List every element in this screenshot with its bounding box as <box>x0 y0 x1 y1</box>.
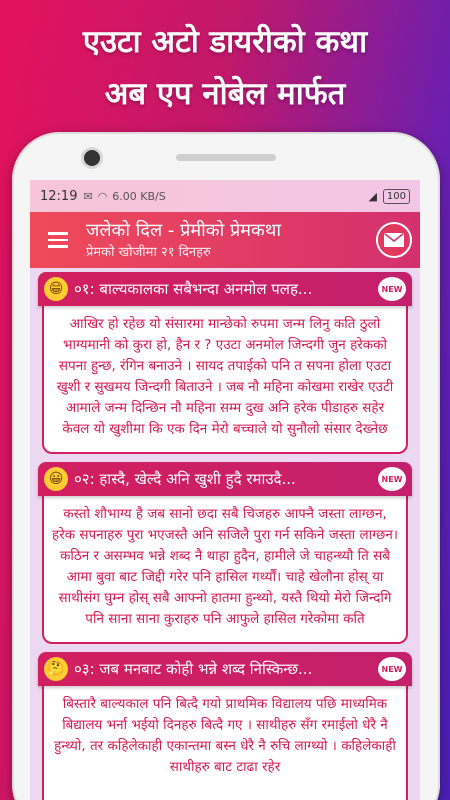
chapter-excerpt[interactable]: आखिर हो रहेछ यो संसारमा मान्छेको रुपमा जन्म लिनु कति ठुलो भाग्यमानी को कुरा हो, हैन र ? एउटा अनमोल जिन्दगी जुन हरेकको सपना हुन्छ, रंगिन बनाउने । सायद तपाईको पनि त सपना होला एउटा खुशी र सुखमय जिन्दगी बिताउने । जब नौ महिना कोखमा राखेर एउटी आमाले जन्म दिन्छिन नौ महिना सम्म दुख अनि हरेक पीडाहरु सहेर केवल यो खुशीमा कि एक दिन मेरो बच्चाले यो सुनौलो संसार देख्नेछ <box>42 306 408 454</box>
chapter-card[interactable] <box>38 652 412 800</box>
wifi-icon: ◠ <box>97 189 108 203</box>
chapter-card[interactable] <box>38 272 412 454</box>
menu-icon[interactable] <box>30 212 86 268</box>
app-screen <box>30 180 420 800</box>
new-badge: NEW <box>378 277 406 301</box>
chapter-title: ०३: जब मनबाट कोही भन्ने शब्द निस्किन्छ... <box>74 660 313 678</box>
status-time: 12:19 <box>40 188 78 204</box>
app-title: जलेको दिल - प्रेमीको प्रेमकथा <box>86 220 281 241</box>
battery-icon: 100 <box>383 189 410 204</box>
promo-line-2: अब एप नोबेल मार्फत <box>104 76 346 112</box>
camera-icon <box>84 150 100 166</box>
chapter-card[interactable] <box>38 462 412 644</box>
notification-icon: ✉ <box>83 189 93 203</box>
new-badge: NEW <box>378 467 406 491</box>
app-bar <box>30 212 420 268</box>
smiling-face-icon: 😀 <box>44 467 68 491</box>
new-badge: NEW <box>378 657 406 681</box>
status-bar <box>30 180 420 212</box>
speaker-grille <box>176 154 276 161</box>
chapter-excerpt[interactable]: कस्तो शौभाग्य है जब सानो छदा सबै चिजहरु आफ्नै जस्ता लाग्छन, हरेक सपनाहरु पुरा भएजस्तै अनि सजिलै पुरा गर्न सकिने जस्ता लाग्छन। कठिन र असम्भव भन्ने शब्द नै थाहा हुदैन, हामीले जे चाहन्थ्यौ ति सबै आमा बुवा बाट जिद्दी गरेर पनि हासिल गर्थ्यौं। चाहे खेलौना होस् या साथीसंग घुम्न होस् सबै आफ्नो हातमा हुन्थ्यो, यस्तै थियो मेरो जिन्दगि पनि साना साना कुराहरु पनि आफुले हासिल गरेकोमा कति <box>42 496 408 644</box>
chapter-header[interactable] <box>38 462 412 496</box>
thinking-face-icon: 🤔 <box>44 657 68 681</box>
app-titles <box>86 220 376 260</box>
chapter-title: ०१: बाल्यकालका सबैभन्दा अनमोल पलह... <box>74 280 313 298</box>
chapter-excerpt[interactable]: बिस्तारै बाल्यकाल पनि बित्दै गयो प्राथमिक विद्यालय पछि माध्यमिक बिद्यालय भर्ना भईयो दिनहरु बित्दै गए । साथीहरु सँग रमाईलो धेरै नै हुन्थ्यो, तर कहिलेकाही एकान्तमा बस्न धेरै नै रुचि लाग्थ्यो । कहिलेकाही साथीहरु बाट टाढा रहेर <box>42 686 408 800</box>
chapter-title: ०२: हास्दै, खेल्दै अनि खुशी हुदै रमाउदै... <box>74 470 296 488</box>
grinning-face-icon: 😁 <box>44 277 68 301</box>
app-subtitle: प्रेमको खोजीमा २१ दिनहरु <box>86 245 211 260</box>
chapter-header[interactable] <box>38 272 412 306</box>
mail-icon[interactable] <box>376 222 412 258</box>
chapter-header[interactable] <box>38 652 412 686</box>
promo-line-1: एउटा अटो डायरीको कथा <box>82 24 368 60</box>
network-speed: 6.00 KB/S <box>112 189 166 203</box>
status-icons <box>83 190 165 203</box>
promo-banner <box>0 0 450 128</box>
status-right <box>368 189 410 204</box>
signal-icon: ◢ <box>368 189 377 203</box>
chapter-list <box>30 268 420 800</box>
